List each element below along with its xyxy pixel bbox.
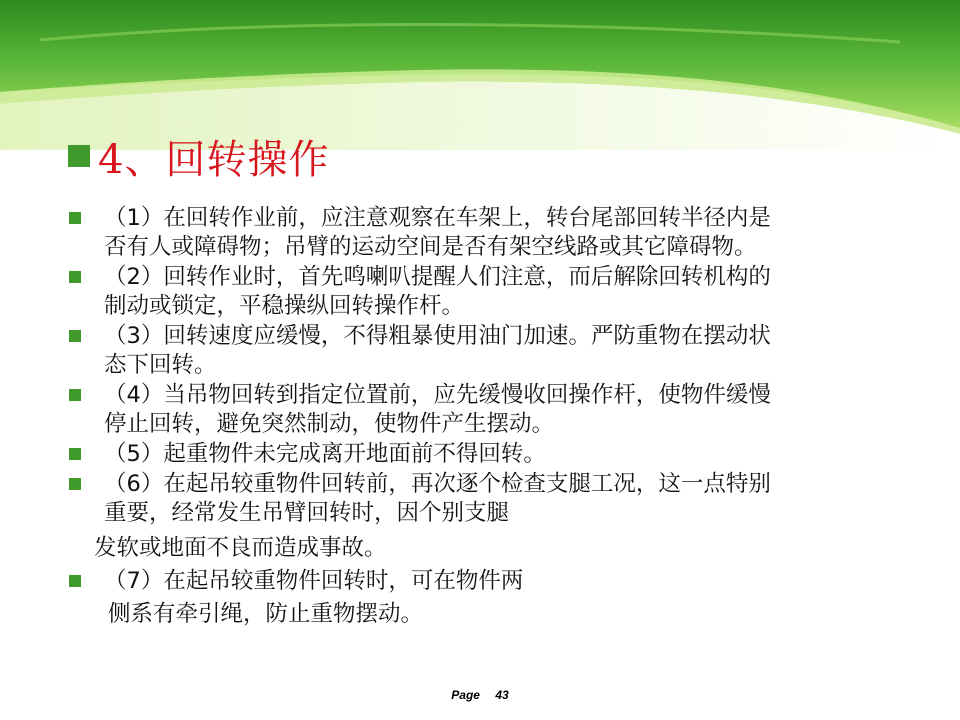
item-line: （2）回转作业时，首先鸣喇叭提醒人们注意，而后解除回转机构的 — [104, 264, 771, 290]
item-continuation: 发软或地面不良而造成事故。 — [94, 535, 387, 561]
list-item — [66, 567, 906, 629]
item-line: 重要，经常发生吊臂回转时，因个别支腿 — [104, 500, 510, 526]
item-continuation: 侧系有牵引绳，防止重物摆动。 — [108, 601, 424, 627]
page-number: 43 — [495, 688, 509, 702]
slide-title: 4、回转操作 — [98, 136, 330, 183]
page-footer — [0, 688, 960, 702]
title-row — [68, 126, 329, 186]
bullet-icon — [69, 330, 81, 342]
item-line: 态下回转。 — [104, 352, 217, 378]
item-line: 停止回转，避免突然制动，使物件产生摆动。 — [104, 411, 555, 437]
bullet-icon — [69, 389, 81, 401]
page-label: Page — [451, 688, 480, 702]
list-item — [66, 322, 906, 380]
list-item — [66, 381, 906, 439]
item-line: （5）起重物件未完成离开地面前不得回转。 — [104, 441, 546, 467]
bullet-icon — [69, 448, 81, 460]
item-line: 制动或锁定，平稳操纵回转操作杆。 — [104, 293, 465, 319]
item-line: （7）在起吊较重物件回转时，可在物件两 — [104, 568, 524, 594]
title-bullet — [68, 145, 90, 167]
bullet-icon — [69, 212, 81, 224]
item-line: 否有人或障碍物；吊臂的运动空间是否有架空线路或其它障碍物。 — [104, 234, 757, 260]
bullet-icon — [69, 478, 81, 490]
item-line: （4）当吊物回转到指定位置前，应先缓慢收回操作杆，使物件缓慢 — [104, 382, 771, 408]
bullet-list — [66, 204, 906, 630]
list-item — [66, 204, 906, 262]
item-line: （6）在起吊较重物件回转前，再次逐个检查支腿工况，这一点特别 — [104, 471, 771, 497]
bullet-icon — [69, 575, 81, 587]
item-line: （1）在回转作业前，应注意观察在车架上，转台尾部回转半径内是 — [104, 205, 771, 231]
item-line: （3）回转速度应缓慢，不得粗暴使用油门加速。严防重物在摆动状 — [104, 323, 771, 349]
list-item — [66, 440, 906, 469]
list-item — [66, 470, 906, 563]
bullet-icon — [69, 271, 81, 283]
list-item — [66, 263, 906, 321]
